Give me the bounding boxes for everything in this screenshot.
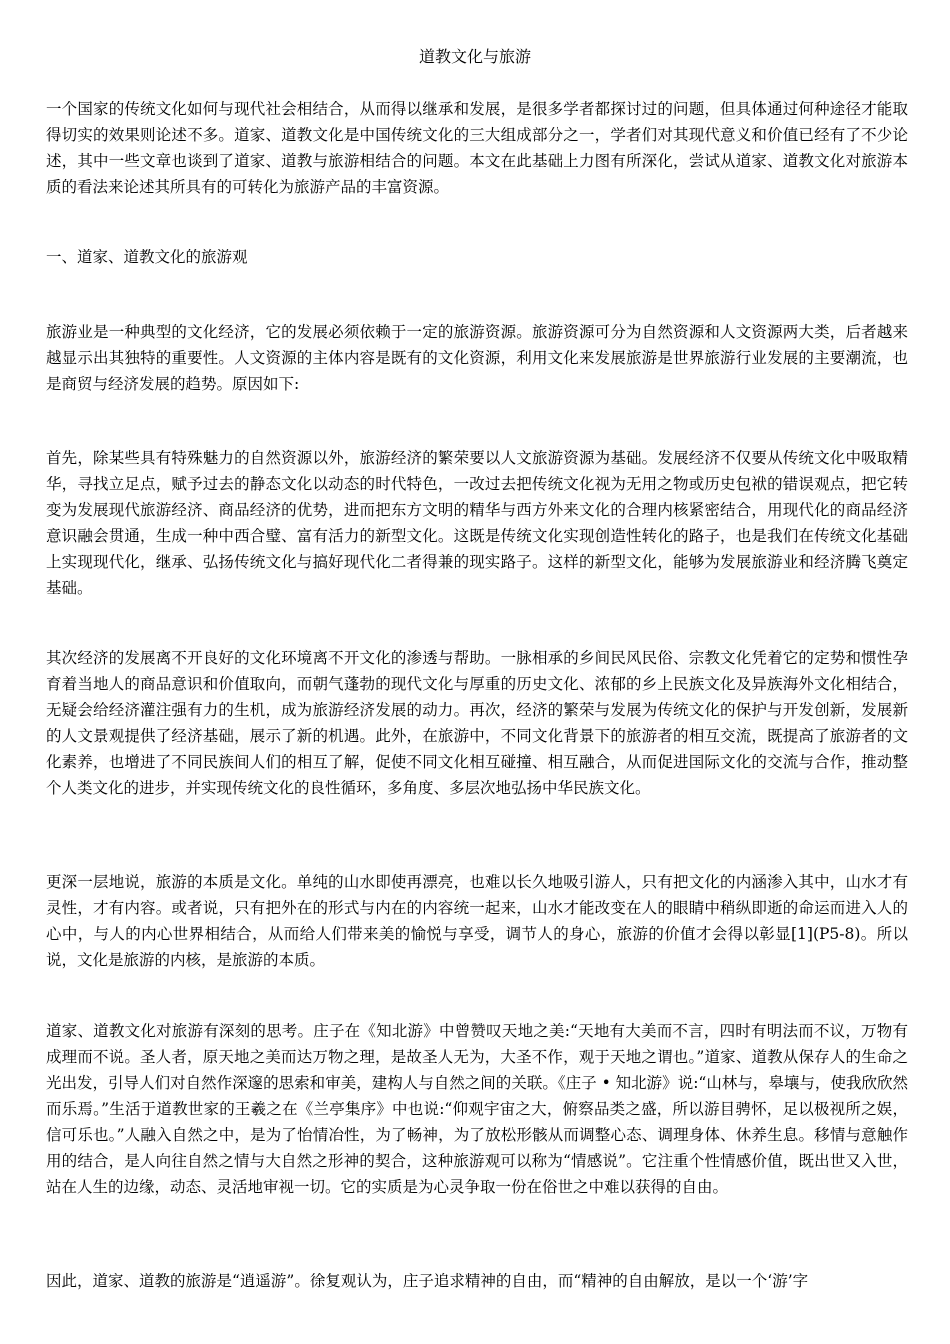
document-title: 道教文化与旅游 — [418, 47, 531, 66]
body-paragraph: 道家、道教文化对旅游有深刻的思考。庄子在《知北游》中曾赞叹天地之美:“天地有大美而不言，四时有明法而不议，万物有成理而不说。圣人者，原天地之美而达万物之理，是故圣人无为，大圣不作，观于天地之谓也。”道家、道教从保存人的生命之光出发，引导人们对自然作深邃的思索和审美，建构人与自然之间的关联。《庄子 • 知北游》说:“山林与，皋壤与，使我欣欣然而乐焉。”生活于道教世家的王羲之在《兰亭集序》中也说:“仰观宇宙之大，俯察品类之盛，所以游目骋怀，足以极视所之娱，信可乐也。”人融入自然之中，是为了怡情冶性，为了畅神，为了放松形骸从而调整心态、调理身体、休养生息。移情与意触作用的结合，是人向往自然之情与大自然之形神的契合，这种旅游观可以称为“情感说”。它注重个性情感价值，既出世又入世，站在人生的边缘，动态、灵活地审视一切。它的实质是为心灵争取一份在俗世之中难以获得的自由。 — [46, 1022, 908, 1196]
body-paragraph: 其次经济的发展离不开良好的文化环境离不开文化的渗透与帮助。一脉相承的乡间民风民俗、宗教文化凭着它的定势和惯性孕育着当地人的商品意识和价值取向，而朝气蓬勃的现代文化与厚重的历史文化、浓郁的乡上民族文化及异族海外文化相结合，无疑会给经济灌注强有力的生机，成为旅游经济发展的动力。再次，经济的繁荣与发展为传统文化的保护与开发创新，发展新的人文景观提供了经济基础，展示了新的机遇。此外，在旅游中，不同文化背景下的旅游者的相互交流，既提高了旅游者的文化素养，也增进了不同民族间人们的相互了解，促使不同文化相互碰撞、相互融合，从而促进国际文化的交流与合作，推动整个人类文化的进步，并实现传统文化的良性循环，多角度、多层次地弘扬中华民族文化。 — [46, 649, 908, 797]
body-paragraph: 首先，除某些具有特殊魅力的自然资源以外，旅游经济的繁荣要以人文旅游资源为基础。发展经济不仅要从传统文化中吸取精华，寻找立足点，赋予过去的静态文化以动态的时代特色，一改过去把传统文化视为无用之物或历史包袱的错误观点，把它转变为发展现代旅游经济、商品经济的优势，进而把东方文明的精华与西方外来文化的合理内核紧密结合，用现代化的商品经济意识融会贯通，生成一种中西合璧、富有活力的新型文化。这既是传统文化实现创造性转化的路子，也是我们在传统文化基础上实现现代化，继承、弘扬传统文化与搞好现代化二者得兼的现实路子。这样的新型文化，能够为发展旅游业和经济腾飞奠定基础。 — [46, 449, 908, 597]
body-paragraph: 更深一层地说，旅游的本质是文化。单纯的山水即使再漂亮，也难以长久地吸引游人，只有把文化的内涵渗入其中，山水才有灵性，才有内容。或者说，只有把外在的形式与内在的内容统一起来，山水才能改变在人的眼睛中稍纵即逝的命运而进入人的心中，与人的内心世界相结合，从而给人们带来美的愉悦与享受，调节人的身心，旅游的价值才会得以彰显[1](P5-8)。所以说，文化是旅游的内核，是旅游的本质。 — [46, 873, 908, 969]
body-paragraph: 因此，道家、道教的旅游是“逍遥游”。徐复观认为，庄子追求精神的自由，而“精神的自由解放，是以一个‘游’字 — [46, 1272, 809, 1290]
section-heading: 一、道家、道教文化的旅游观 — [46, 248, 248, 266]
intro-paragraph: 一个国家的传统文化如何与现代社会相结合，从而得以继承和发展，是很多学者都探讨过的问题，但具体通过何种途径才能取得切实的效果则论述不多。道家、道教文化是中国传统文化的三大组成部分之一，学者们对其现代意义和价值已经有了不少论述，其中一些文章也谈到了道家、道教与旅游相结合的问题。本文在此基础上力图有所深化，尝试从道家、道教文化对旅游本质的看法来论述其所具有的可转化为旅游产品的丰富资源。 — [46, 100, 908, 196]
body-paragraph: 旅游业是一种典型的文化经济，它的发展必须依赖于一定的旅游资源。旅游资源可分为自然资源和人文资源两大类，后者越来越显示出其独特的重要性。人文资源的主体内容是既有的文化资源，利用文化来发展旅游是世界旅游行业发展的主要潮流，也是商贸与经济发展的趋势。原因如下: — [46, 323, 908, 393]
